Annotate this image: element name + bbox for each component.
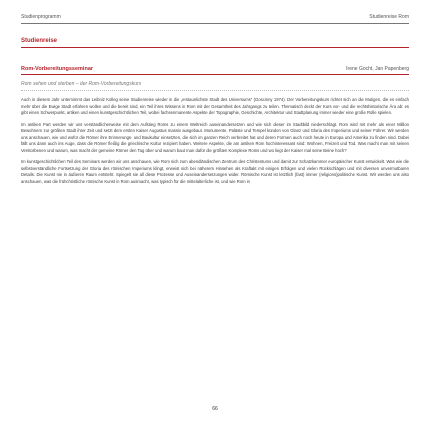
paragraph: Im antiken Part werden wir uns verständlicherweise mit dem Aufstieg Roms zu einem Weltreich auseinandersetzen und wie sich dieser im Stadtbild niederschlägt. Rom wird mit mehr als einer Million Bewohnern zur größten Stadt ihrer Zeit und setzt dem ersten Kaiser Augustus massiv ausgebaut. Monumente, Paläste und Tempel künden von Glanz und Gloria des Imperiums und seiner Führer. Wir werden uns anschauen, wie und wofür die Römer ihre Erinnerungs- und Baukultur einsetzten, die sich im ganzen Reich verbreitet hat und deren Formen auch noch heute in Europa und Amerika zu finden sind. Dabei fällt uns dann auch ins Auge, dass die Römer fleißig die griechische Kultur rezipiert haben. Weitere Aspekte, die am antiken Rom hochinteressant sind: Wohnen, Freizeit und Tod. Was macht man mit seinen Verstorbenen und warum, was macht der gemeine Römer den Tag über und warum baut man dafür die größten Komplexe Roms und wo liegt der Kaiser mal seine Beine hoch? <box>21 121 409 153</box>
subsection-title: Rom-Vorbereitungsseminar <box>21 66 94 72</box>
subsection-header <box>21 66 409 75</box>
paragraph: Auch in diesem Jahr unternimmt das Leibniz Kolleg seine Studienreise wieder in die „erstaunlichste Stadt des Universums“ (Goscinny 1974). Der Vorbereitungskurs richtet sich an die Mutigen, die es einfach mehr über die Ewige Stadt erfahren wollen und die bereit sind, ein Teil ihres Wissens in Rom mit der Gesamtheit des Jahrgangs zu teilen. Thematisch deckt der Kurs vor- und die rechtshistorische Ära ab: es gibt einen Schwerpunkt, artiken und einen kunstgeschichtlichen Teil, wobei fachsenmanente Aspekte der Topographie, Geschichte, Architektur und Stadtplanung immer wieder eine große Rolle spielen. <box>21 97 409 115</box>
page-number: 66 <box>212 406 218 412</box>
running-header <box>21 14 409 24</box>
tagline: Rom sehen und sterben – der Rom-Vorbereitungskurs <box>21 81 409 91</box>
section-title: Studienreise <box>21 38 409 48</box>
paragraph: Im kunstgeschichtlichen Teil des Seminars werden wir uns anschauen, wie Rom sich zum abendländischen Zentrum des Christentums und damit zur Schatzkammer europäischer Kunst entwickelt. Was wie die selbstverständliche Fortsetzung der Gloria des römischen Imperiums klingt, erweist sich bei näherem Hinsehen als Kraftakt mit einigen Erfolgen und vielen Rückschlägen und mit diversen unvermutbaren Details. Die Kunst nie in äußeren Raum entsteht. Spiegelt sie all diese Prozesse und Auseinandersetzungen wider. Römische Kunst ist letztlich (fast) immer (religions)politische Kunst. Wir werden uns also anschauen, was die frühchristliche römische Kunst in Rom ausmacht, was typisch für die mittelalterliche ist, und wie Rom in <box>21 159 409 184</box>
running-header-left: Studienprogramm <box>21 14 61 20</box>
authors: Irene Gocht, Jan Papenberg <box>346 66 409 72</box>
body-text <box>21 97 409 185</box>
running-header-right: Studienreise Rom <box>369 14 409 20</box>
